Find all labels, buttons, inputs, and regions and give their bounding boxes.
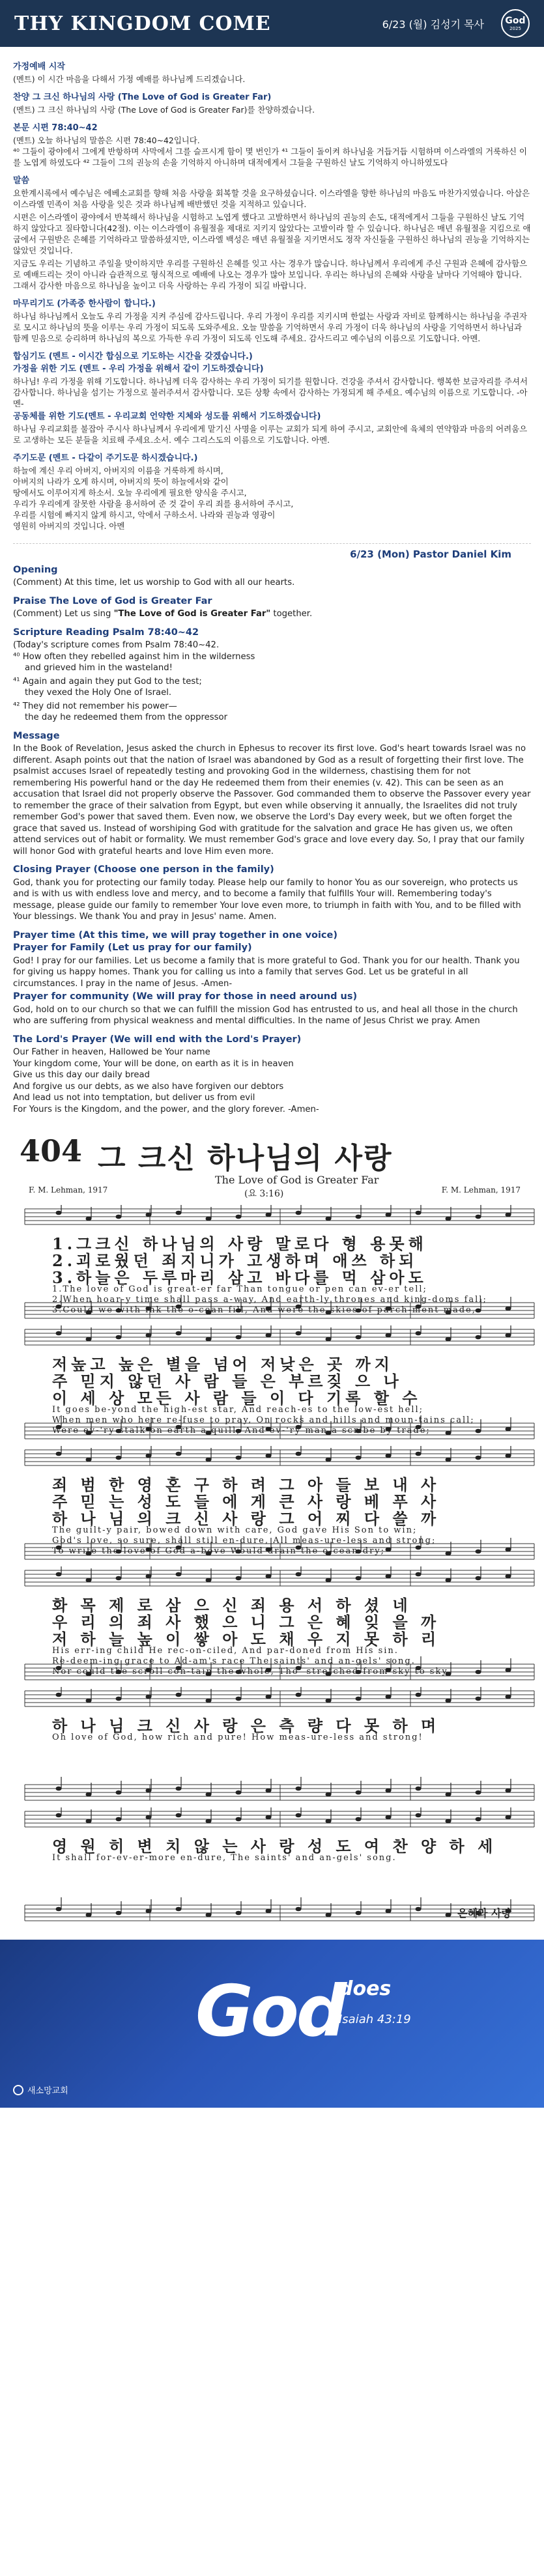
korean-section (13, 61, 531, 531)
en-closing-title: Closing Prayer (Choose one person in the family) (13, 864, 274, 875)
footer-scripture-ref: Isaiah 43:19 (339, 2013, 411, 2026)
hymn-lyric-ko: 1.그크신 하나님의 사랑 말로다 형 용못해 (52, 1234, 427, 1253)
en-praise-title: Praise The Love of God is Greater Far (13, 595, 212, 606)
ko-reading-title: 본문 시편 78:40~42 (13, 123, 98, 133)
hymn-lyric-ko: 이 세 상 모든 사 람 들 이 다 기록 할 수 (52, 1389, 422, 1408)
en-verse-42b: the day he redeemed them from the oppressor (25, 713, 227, 722)
en-family-prayer-text: God! I pray for our families. Let us become a family that is more grateful to God. Thank you for our health. Thank you for giving us happy homes. Thank you for calling us into a family that serves God. Let us be grateful in all circumstances. I pray in the name of Jesus. -Amen- (13, 955, 520, 989)
church-name: 새소망교회 (27, 2086, 68, 2096)
en-praise-text (13, 608, 531, 620)
ko-opening-title: 가정예배 시작 (13, 62, 65, 72)
en-verse-41a: ⁴¹ Again and again they put God to the test; (13, 676, 202, 686)
hymn-lyric-ko: 하 나 님 크 신 사 랑 은 측 량 다 못 하 며 (52, 1716, 440, 1735)
hymn-title-ko: 그 크신 하나님의 사랑 (98, 1142, 393, 1175)
ko-prayer-title: 합심기도 (멘트 - 이시간 합심으로 기도하는 시간을 갖겠습니다.) (13, 352, 253, 361)
ko-message-p1: 요한계시록에서 예수님은 에베소교회를 향해 처음 사랑을 회복할 것을 요구하셨습니다. 이스라엘을 향한 하나님의 마음도 마찬가지였습니다. 아삽은 이스라엘 민족이 처음 사랑을 잊은 것과 하나님께 배반했던 것을 지적하고 있습니다. (13, 188, 530, 209)
logo-text: God (505, 15, 526, 26)
ko-lords-line: 땅에서도 이루어지게 하소서. 오늘 우리에게 필요한 양식을 주시고, (13, 488, 247, 498)
ko-reading-verse: ⁴⁰ 그들이 광야에서 그에게 반항하며 사막에서 그를 슬프시게 함이 몇 번인가 ⁴¹ 그들이 돌이켜 하나님을 거듭거듭 시험하며 이스라엘의 거룩하신 이를 노엽게 하였도다 ⁴² 그들이 그의 권능의 손을 기억하지 아니하며 대적에게서 그들을 구원하신 날도 기억하지 아니하였도다 (13, 147, 527, 167)
en-opening-title: Opening (13, 564, 58, 575)
hymn-lyric-ko: 주 믿지 않던 사 람 들 은 부르짖 으 나 (52, 1372, 403, 1391)
en-community-prayer-title: Prayer for community (We will pray for those in need around us) (13, 991, 358, 1002)
en-praise-song: "The Love of God is Greater Far" (113, 609, 271, 619)
brand-title: THY KINGDOM COME (14, 12, 271, 35)
hymn-sheet (20, 1133, 524, 1928)
church-logo-icon (13, 2085, 23, 2095)
hymn-lyric-en: Re-deem-ing grace to Ad-am's race The saints' and an-gels' song. (52, 1656, 416, 1666)
hymn-credit: 은혜와 사랑 (457, 1907, 511, 1919)
en-praise-pre: (Comment) Let us sing (13, 609, 114, 619)
en-closing-text: God, thank you for protecting our family today. Please help our family to honor You as our sovereign, who protects us and is with us with endless love and mercy, and to become a family that fulfills Your will. Remembering today's message, please guide our family to remember Your love even more, to triumph in faith with You, and to be filled with Your blessings. We thank You and pray in Jesus' name. Amen. (13, 877, 521, 922)
en-lords-line: Give us this day our daily bread (13, 1070, 150, 1080)
en-lords-line: Our Father in heaven, Hallowed be Your name (13, 1047, 210, 1057)
ko-closing-title: 마무리기도 (가족중 한사람이 합니다.) (13, 299, 156, 309)
hymn-lyric-en: 1.The love of God is great-er far Than tongue or pen can ev-er tell; (52, 1284, 427, 1294)
hymn-composer: F. M. Lehman, 1917 (29, 1185, 108, 1195)
en-lords-line: For Yours is the Kingdom, and the power, and the glory forever. -Amen- (13, 1104, 319, 1114)
ko-message-p2: 시편은 이스라엘이 광야에서 반복해서 하나님을 시험하고 노엽게 했다고 고발하면서 하나님의 권능의 손도, 대적에게서 그들을 구원하신 날도 기억하지 않았다고 질타합니다(42절). 이는 이스라엘이 유월절을 제대로 지키지 않았다는 고발이라 할 수 있습니다. 하나님은 매년 유월절을 지킴으로 애굽에서 구원받은 은혜를 기억하라고 말씀하셨지만, 이스라엘 백성은 매년 유월절을 지키면서도 정작 자신들을 구원하신 하나님의 권능을 기억하지는 않았던 것입니다. (13, 212, 531, 255)
hymn-lyric-en: The guilt-y pair, bowed down with care, God gave His Son to win; (52, 1525, 418, 1535)
logo-year: 2025 (509, 25, 521, 31)
ko-lords-line: 영원히 아버지의 것입니다. 아멘 (13, 521, 125, 531)
en-praise-post: together. (270, 609, 313, 619)
en-reading-intro: (Today's scripture comes from Psalm 78:40~42. (13, 640, 220, 650)
en-reading-title: Scripture Reading Psalm 78:40~42 (13, 627, 199, 638)
en-community-prayer-text: God, hold on to our church so that we can fulfill the mission God has entrusted to us, and heal all those in the church who are suffering from physical weakness and mental difficulties. In the name of Jesus Christ we pray. Amen (13, 1004, 518, 1026)
ko-reading-intro: (멘트) 오늘 하나님의 말씀은 시편 78:40~42입니다. (13, 135, 200, 145)
en-lords-line: Your kingdom come, Your will be done, on earth as it is in heaven (13, 1058, 294, 1069)
en-message-title: Message (13, 730, 60, 741)
en-opening-text: (Comment) At this time, let us worship to God with all our hearts. (13, 578, 295, 587)
ko-praise-title: 찬양 그 크신 하나님의 사랑 (The Love of God is Greater Far) (13, 92, 272, 102)
ko-praise-text: (멘트) 그 크신 하나님의 사랑 (The Love of God is Greater Far)를 찬양하겠습니다. (13, 105, 315, 115)
ko-message-title: 말씀 (13, 176, 30, 186)
year-logo-icon (501, 9, 530, 38)
en-lords-line: And forgive us our debts, as we also have forgiven our debtors (13, 1081, 284, 1092)
ko-message-p3: 지금도 우리는 기념하고 주일을 맞이하지만 우리를 구원하신 은혜를 잊고 사는 경우가 많습니다. 하나님께서 우리에게 주신 구원과 은혜에 감사함으로 예배드리는 것이 아니라 습관적으로 형식적으로 예배에 나오는 경우가 많아 보입니다. 우리는 하나님의 은혜와 사랑을 날마다 기억해야 합니다. 그래서 감사한 마음으로 하나님을 높이고 더욱 사랑하는 우리 가정이 되길 바랍니다. (13, 259, 528, 290)
hymn-lyric-ko: 우 리 의 죄 사 했 으 니 그 은 혜 잊 을 까 (52, 1613, 440, 1632)
hymn-lyric-en: Were ev-'ry stalk on earth a quill, And ev-'ry man a scribe by trade; (52, 1426, 431, 1436)
en-prayer-title: Prayer time (At this time, we will pray together in one voice) (13, 929, 337, 941)
hymn-lyric-ko: 죄 범 한 영 혼 구 하 려 그 아 들 보 내 사 (52, 1475, 440, 1494)
date-pastor: 6/23 (월) 김성기 목사 (382, 18, 484, 31)
hymn-title-en: The Love of God is Greater Far (215, 1174, 379, 1186)
ko-family-prayer-text: 하나님! 우리 가정을 위해 기도합니다. 하나님께 더욱 감사하는 우리 가정이 되기를 원합니다. 건강을 주셔서 감사합니다. 행복한 보금자리를 주셔서 감사합니다. 하나님을 섬기는 가정으로 불러주셔서 감사합니다. 모든 상황 속에서 감사하는 가정되게 해 주세요. 예수님의 이름으로 기도합니다. -아멘- (13, 376, 528, 408)
hymn-lyric-ko: 저높고 높은 별을 넘어 저낮은 곳 까지 (52, 1355, 394, 1374)
hymn-lyric-en: To write the love of God a-bove Would drain the o-cean dry; (52, 1546, 386, 1556)
hymn-lyric-ko: 저 하 늘 높 이 쌓 아 도 채 우 지 못 하 리 (52, 1630, 440, 1649)
hymn-lyric-en: His err-ing child He rec-on-ciled, And par-doned from His sin. (52, 1646, 399, 1656)
en-verse-42a: ⁴² They did not remember his power— (13, 701, 177, 711)
en-lords-prayer-title: The Lord's Prayer (We will end with the Lord's Prayer) (13, 1034, 302, 1045)
hymn-lyric-en: 3.Could we with ink the o-cean fill, And were the skies of parch-ment made, (52, 1305, 476, 1315)
section-divider (13, 543, 531, 544)
header-bar (0, 0, 544, 47)
hymn-writer: F. M. Lehman, 1917 (441, 1185, 521, 1195)
hymn-system (20, 1807, 524, 1957)
ko-opening-text: (멘트) 이 시간 마음을 다해서 가정 예배를 하나님께 드리겠습니다. (13, 74, 246, 84)
ko-lords-line: 하늘에 계신 우리 아버지, 아버지의 이름을 거룩하게 하시며, (13, 466, 223, 475)
ko-lords-prayer-title: 주기도문 (멘트 - 다같이 주기도문 하시겠습니다.) (13, 453, 198, 463)
ko-lords-line: 우리가 우리에게 잘못한 사람을 용서하여 준 것 같이 우리 죄를 용서하여 주시고, (13, 499, 294, 509)
ko-closing-text: 하나님 하나님께서 오늘도 우리 가정을 지켜 주심에 감사드립니다. 우리 가정이 우리를 지키시며 한없는 사랑과 자비로 함께하시는 하나님을 주권자로 모시고 하나님의 뜻을 이루는 우리 가정이 되도록 도와주세요. 오늘 말씀을 기억하면서 우리 가정이 더욱 하나님의 사랑을 기억하면서 하나님과 함께 믿음으로 승리하며 하나님의 복으로 가득한 우리 가정이 되도록 인도해 주세요. 감사드리고 예수님의 이름으로 기도합니다. 아멘. (13, 311, 528, 343)
hymn-lyric-ko: 주 믿 는 성 도 들 에 게 큰 사 랑 베 푸 사 (52, 1492, 440, 1511)
hymn-lyric-en: Oh love of God, how rich and pure! How meas-ure-less and strong! (52, 1733, 423, 1742)
ko-lords-line: 아버지의 나라가 오게 하시며, 아버지의 뜻이 하늘에서와 같이 (13, 477, 229, 487)
en-verse-41b: they vexed the Holy One of Israel. (25, 688, 172, 698)
ko-community-prayer-title: 공동체를 위한 기도(멘트 - 우리교회 언약한 지체와 성도를 위해서 기도하겠습니다) (13, 412, 321, 421)
footer-god: God (195, 1971, 345, 2052)
hymn-lyric-ko: 2.괴로웠던 죄지니가 고생하며 애쓰 하되 (52, 1251, 418, 1270)
ko-community-prayer-text: 하나님 우리교회를 불잡아 주시사 하나님께서 우리에게 맡기신 사명을 이루는 교회가 되게 하여 주시고, 교회안에 육체의 연약함과 마음의 어려움으로 고생하는 모든 분들을 치료해 주세요.소서. 예수 그리스도의 이름으로 기도합니다. 아멘. (13, 424, 528, 445)
hymn-lyric-en: When men who here re-fuse to pray, On rocks and hills and moun-tains call; (52, 1415, 475, 1425)
hymn-lyric-en: God's love, so sure, shall still en-dure, All meas-ure-less and strong; (52, 1536, 437, 1546)
en-family-prayer-title: Prayer for Family (Let us pray for our family) (13, 942, 252, 953)
en-message-text: In the Book of Revelation, Jesus asked the church in Ephesus to recover its first love. God's heart towards Israel was no different. Asaph points out that the nation of Israel was abandoned by God as a result of forgetting their first love. The psalmist accuses Israel of repeatedly testing and provoking God in the wilderness, chastising them for not remembering His powerful hand or the day He redeemed them from their enemies (v. 42). This can be seen as an accusation that Israel did not properly observe the Passover. God commanded them to observe the Passover every year to remember the grace of their salvation from Egypt, but even while observing it annually, the Israelites did not truly remember God's power that saved them. Even now, we observe the Lord's Day every week, but we often forget the grace that saved us. Instead of worshiping God with gratitude for the salvation and grace He has given us, we often attend services out of habit or formality. We must remember God's grace and love every day. So, I pray that our family will honor God with grateful hearts and love Him even more. (13, 744, 531, 856)
footer-does: does (339, 1977, 392, 2000)
hymn-lyric-ko: 3.하늘은 두루마리 삼고 바다를 먹 삼아도 (52, 1268, 427, 1287)
hymn-number: 404 (20, 1133, 83, 1168)
hymn-lyric-ko: 영 원 히 변 치 않 는 사 랑 성 도 여 찬 양 하 세 (52, 1837, 497, 1856)
hymn-lyric-ko: 화 목 제 로 삼 으 신 죄 용 서 하 셨 네 (52, 1596, 412, 1615)
ko-family-prayer-title: 가정을 위한 기도 (멘트 - 우리 가정을 위해서 같이 기도하겠습니다) (13, 364, 264, 374)
en-verse-40b: and grieved him in the wasteland! (25, 663, 173, 673)
church-logo (13, 2084, 68, 2096)
ko-lords-line: 우리를 시험에 빠지지 않게 하시고, 악에서 구하소서. 나라와 권능과 영광이 (13, 510, 276, 520)
hymn-lyric-en: Nor could the scroll con-tain the whole, Tho' stretched from sky to sky. (52, 1667, 451, 1677)
footer-banner (0, 1940, 544, 2108)
en-verse-40a: ⁴⁰ How often they rebelled against him in the wilderness (13, 651, 255, 662)
hymn-verse-ref: (요 3:16) (244, 1189, 284, 1199)
en-lords-line: And lead us not into temptation, but deliver us from evil (13, 1093, 255, 1103)
hymn-lyric-en: It goes be-yond the high-est star, And reach-es to the low-est hell; (52, 1405, 424, 1415)
hymn-lyric-en: It shall for-ev-er-more en-dure, The saints' and an-gels' song. (52, 1853, 397, 1863)
hymn-lyric-en: 2.When hoar-y time shall pass a-way, And earth-ly thrones and king-doms fall; (52, 1295, 487, 1305)
english-section (13, 549, 531, 1115)
en-dateline: 6/23 (Mon) Pastor Daniel Kim (350, 548, 511, 560)
music-staff-icon (20, 1807, 537, 1957)
hymn-lyric-ko: 하 나 님 의 크 신 사 랑 그 어 찌 다 쓸 까 (52, 1509, 440, 1528)
